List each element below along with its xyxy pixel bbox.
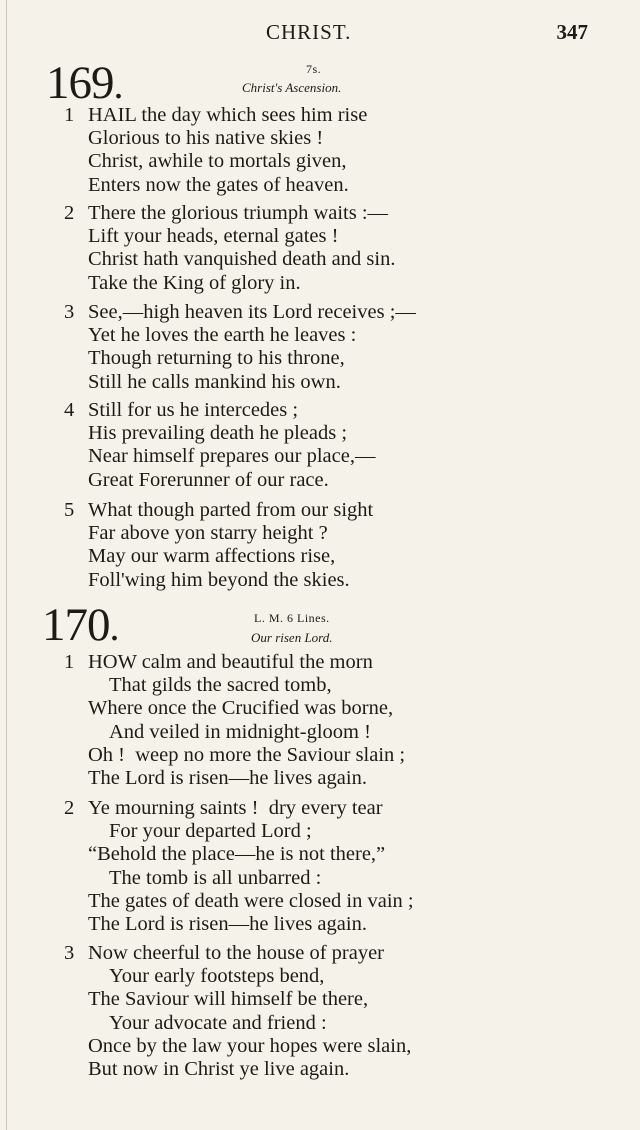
verse-line: Your advocate and friend : <box>109 1011 327 1034</box>
running-head: CHRIST. <box>266 20 352 44</box>
verse-number: 3 <box>64 942 75 964</box>
hymn-meter: 7s. <box>306 62 322 76</box>
hymn-title: Christ's Ascension. <box>242 80 342 95</box>
verse-number: 5 <box>64 499 75 521</box>
stanza <box>64 202 395 295</box>
verse-line: Foll'wing him beyond the skies. <box>88 568 350 591</box>
verse-line: Now cheerful to the house of prayer <box>88 942 384 964</box>
verse-line: Lift your heads, eternal gates ! <box>88 225 339 248</box>
verse-line: The tomb is all unbarred : <box>109 866 322 889</box>
verse-line: Where once the Crucified was borne, <box>88 697 394 720</box>
verse-line: His prevailing death he pleads ; <box>88 422 348 445</box>
stanza <box>64 104 367 197</box>
verse-line: Oh ! weep no more the Saviour slain ; <box>88 743 406 766</box>
verse-line: The Lord is risen—he lives again. <box>88 767 367 790</box>
stanza <box>64 651 405 790</box>
verse-number: 2 <box>64 797 75 819</box>
verse-line: That gilds the sacred tomb, <box>109 674 332 697</box>
page-number: 347 <box>556 20 588 44</box>
verse-line: Your early footsteps bend, <box>109 965 325 988</box>
verse-line: But now in Christ ye live again. <box>88 1058 350 1081</box>
verse-line: HAIL the day which sees him rise <box>88 104 368 126</box>
verse-line: What though parted from our sight <box>88 499 374 521</box>
verse-number: 2 <box>64 202 75 224</box>
verse-line: Glorious to his native skies ! <box>88 127 324 150</box>
verse-line: Great Forerunner of our race. <box>88 468 329 491</box>
verse-number: 4 <box>64 399 75 421</box>
verse-line: Enters now the gates of heaven. <box>88 173 349 196</box>
verse-line: Christ, awhile to mortals given, <box>88 150 347 173</box>
stanza <box>64 797 414 936</box>
verse-line: Far above yon starry height ? <box>88 522 328 545</box>
hymn-title: Our risen Lord. <box>251 630 333 645</box>
verse-line: Near himself prepares our place,— <box>88 445 376 468</box>
hymn-meter: L. M. 6 Lines. <box>254 611 330 625</box>
verse-line: HOW calm and beautiful the morn <box>88 651 373 673</box>
verse-line: The Saviour will himself be there, <box>88 988 369 1011</box>
verse-line: May our warm affections rise, <box>88 545 336 568</box>
verse-line: See,—high heaven its Lord receives ;— <box>88 301 416 323</box>
verse-line: Take the King of glory in. <box>88 271 301 294</box>
verse-number: 1 <box>64 651 75 673</box>
verse-line: The Lord is risen—he lives again. <box>88 913 367 936</box>
verse-line: And veiled in midnight-gloom ! <box>109 720 371 743</box>
verse-line: There the glorious triumph waits :— <box>88 202 389 224</box>
hymn-number-text: 170 <box>42 599 110 651</box>
stanza <box>64 399 375 492</box>
hymn-number-text: 169 <box>46 57 114 109</box>
stanza <box>64 301 416 394</box>
verse-line: Yet he loves the earth he leaves : <box>88 324 357 347</box>
verse-line: Though returning to his throne, <box>88 347 345 370</box>
verse-line: For your departed Lord ; <box>109 820 312 843</box>
hymn-number: 170. <box>42 599 119 651</box>
verse-line: “Behold the place—he is not there,” <box>88 843 386 866</box>
verse-line: Christ hath vanquished death and sin. <box>88 248 396 271</box>
verse-number: 1 <box>64 104 75 126</box>
page-edge <box>6 0 7 1130</box>
verse-line: Once by the law your hopes were slain, <box>88 1034 412 1057</box>
verse-number: 3 <box>64 301 75 323</box>
verse-line: Still he calls mankind his own. <box>88 370 341 393</box>
verse-line: Still for us he intercedes ; <box>88 399 299 421</box>
verse-line: Ye mourning saints ! dry every tear <box>88 797 383 819</box>
stanza <box>64 499 373 592</box>
verse-line: The gates of death were closed in vain ; <box>88 889 414 912</box>
hymn-number: 169. <box>46 57 123 109</box>
stanza <box>64 942 411 1081</box>
